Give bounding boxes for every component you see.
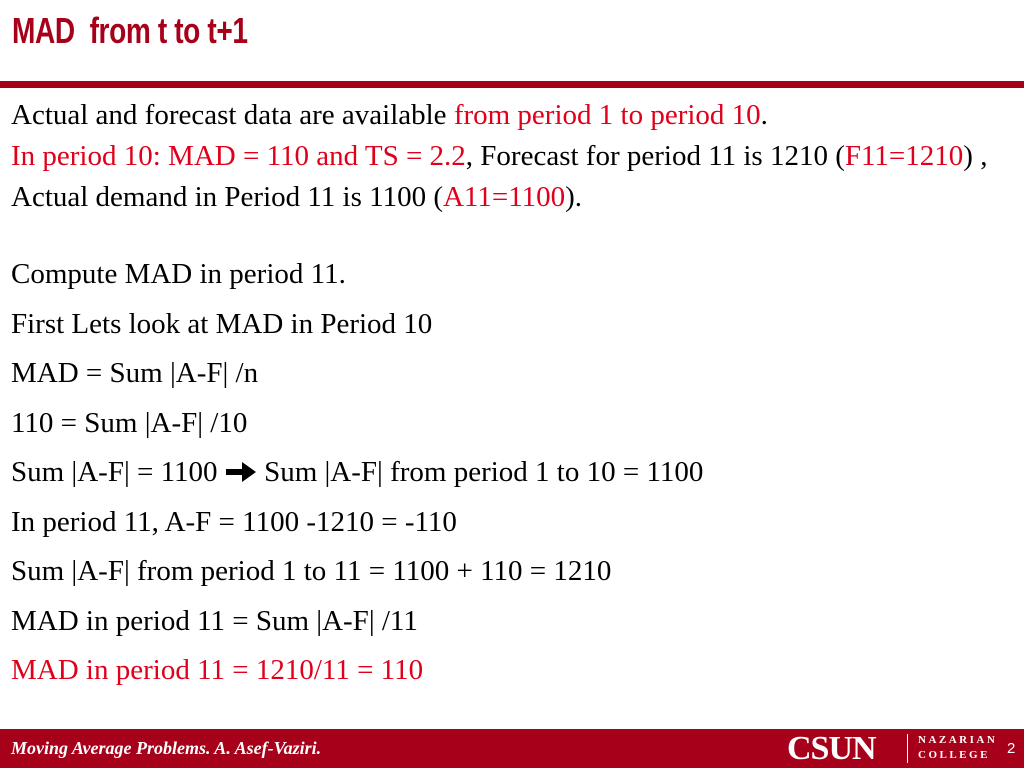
intro-paragraph [11, 95, 1016, 218]
title-divider [0, 81, 1024, 88]
computation-lines [11, 254, 1016, 700]
line-look-period-10: First Lets look at MAD in Period 10 [11, 307, 433, 340]
intro-text-1: Actual and forecast data are available [11, 99, 454, 131]
intro-period10-values: In period 10: MAD = 110 and TS = 2.2 [11, 140, 466, 172]
line-error-period-11: In period 11, A-F = 1100 -1210 = -110 [11, 505, 457, 538]
intro-f11: F11=1210 [844, 140, 964, 172]
csun-logo: CSUN [787, 730, 876, 767]
intro-text-5: ). [565, 181, 583, 213]
slide-title: MAD from t to t+1 [12, 10, 248, 51]
intro-text-2: . [760, 99, 768, 131]
logo-college: COLLEGE [918, 749, 990, 761]
logo-nazarian: NAZARIAN [918, 734, 998, 746]
slide-number: 2 [1007, 740, 1016, 757]
intro-text-3: , Forecast for period 11 is 1210 ( [465, 140, 845, 172]
line-sum-left: Sum |A-F| = 1100 [11, 456, 225, 488]
intro-period-range: from period 1 to period 10 [453, 99, 761, 131]
footer-caption: Moving Average Problems. A. Asef-Vaziri. [11, 738, 322, 758]
line-mad-formula: MAD = Sum |A-F| /n [11, 357, 259, 389]
line-sum-right: Sum |A-F| from period 1 to 10 = 1100 [256, 456, 704, 488]
line-mad-period-11-result: MAD in period 11 = 1210/11 = 110 [11, 654, 424, 686]
line-sum-period-10 [11, 452, 1016, 502]
line-mad-period-10: 110 = Sum |A-F| /10 [11, 406, 248, 439]
logo-divider [907, 734, 908, 763]
line-sum-period-11: Sum |A-F| from period 1 to 11 = 1100 + 110 = 1210 [11, 555, 612, 587]
footer-bar [0, 729, 1024, 768]
intro-a11: A11=1100 [442, 181, 566, 213]
arrow-right-icon [225, 461, 257, 483]
line-compute-mad: Compute MAD in period 11. [11, 258, 346, 290]
intro-text-4: ) , Actual demand in Period 11 is 1100 ( [11, 140, 988, 213]
line-mad-period-11-formula: MAD in period 11 = Sum |A-F| /11 [11, 604, 418, 637]
